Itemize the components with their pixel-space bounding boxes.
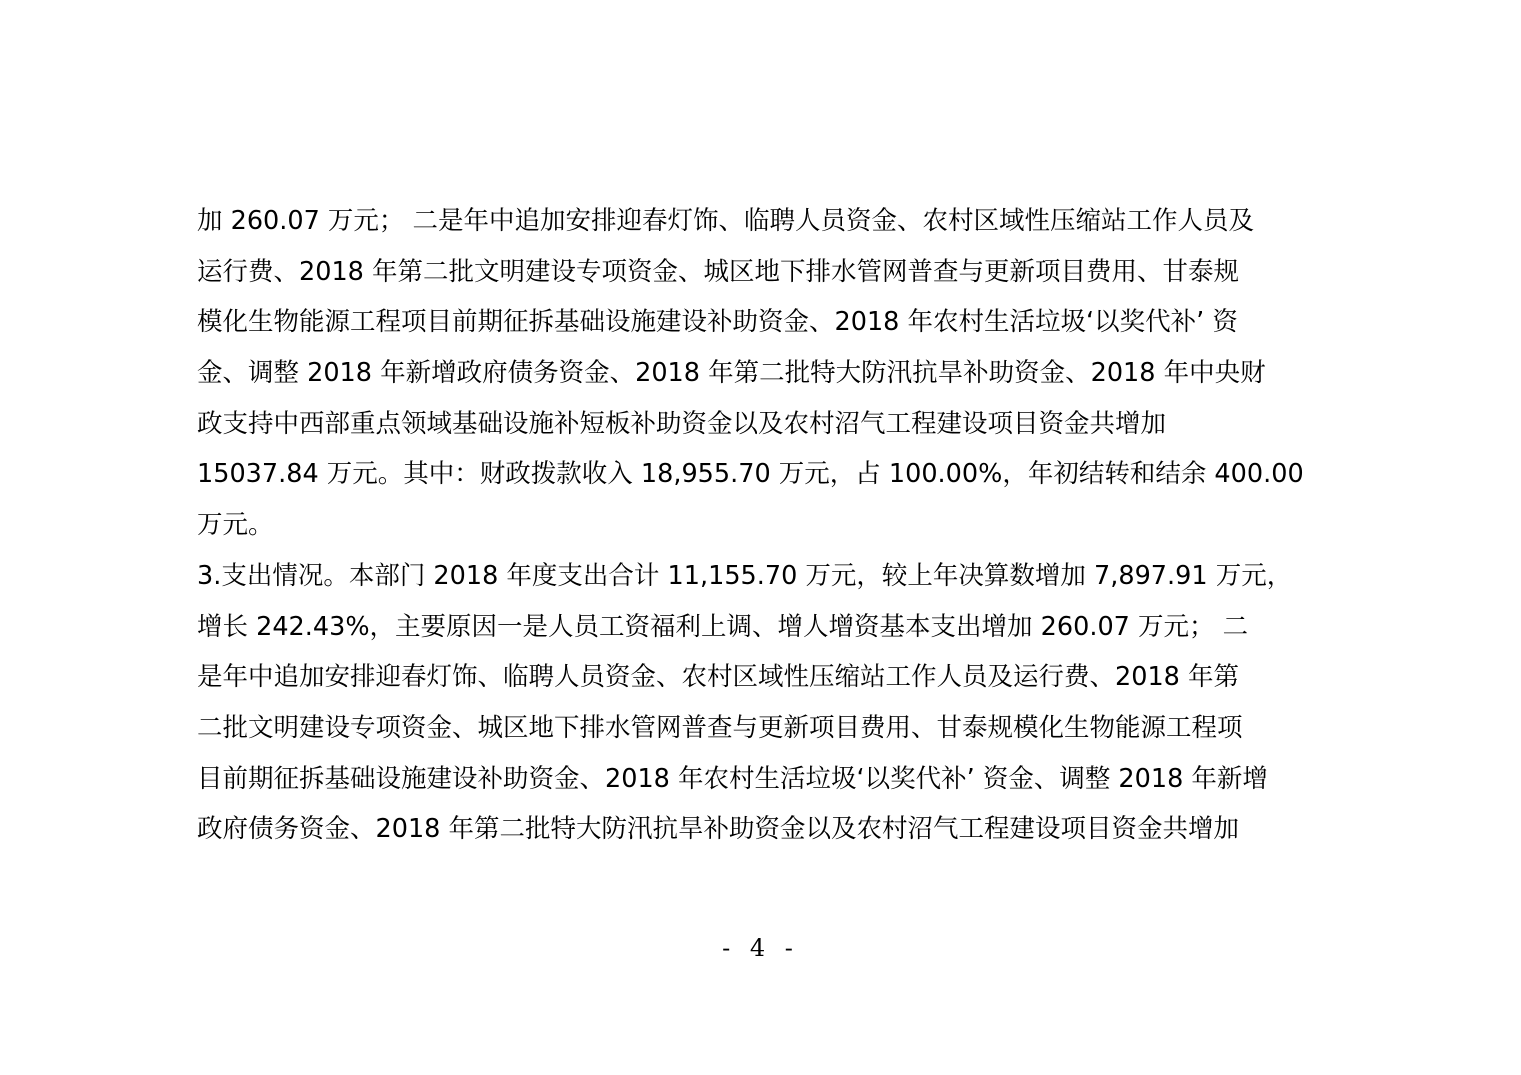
text-line: 目前期征拆基础设施建设补助资金、2018 年农村生活垃圾‘以奖代补’ 资金、调整 2018 年新增	[197, 763, 1268, 794]
text-line: 万元。	[197, 510, 274, 541]
paragraph-revenue-continued	[197, 196, 1382, 551]
text-line: 政支持中西部重点领域基础设施补短板补助资金以及农村沼气工程建设项目资金共增加	[197, 408, 1167, 439]
text-line: 15037.84 万元。其中：财政拨款收入 18,955.70 万元，占 100.00%，年初结转和结余 400.00	[197, 459, 1304, 490]
text-line: 3.支出情况。本部门 2018 年度支出合计 11,155.70 万元，较上年决算数增加 7,897.91 万元，	[197, 560, 1293, 591]
text-line: 是年中追加安排迎春灯饰、临聘人员资金、农村区域性压缩站工作人员及运行费、2018 年第	[197, 662, 1240, 693]
page-number: - 4 -	[722, 934, 799, 962]
text-line: 政府债务资金、2018 年第二批特大防汛抗旱补助资金以及农村沼气工程建设项目资金共增加	[197, 814, 1240, 845]
text-line: 增长 242.43%，主要原因一是人员工资福利上调、增人增资基本支出增加 260.07 万元； 二	[197, 611, 1249, 642]
text-line: 金、调整 2018 年新增政府债务资金、2018 年第二批特大防汛抗旱补助资金、2018 年中央财	[197, 358, 1266, 389]
body-text	[197, 196, 1382, 855]
paragraph-expenditure	[197, 551, 1382, 855]
text-line: 运行费、2018 年第二批文明建设专项资金、城区地下排水管网普查与更新项目费用、甘泰规	[197, 256, 1240, 287]
text-line: 加 260.07 万元； 二是年中追加安排迎春灯饰、临聘人员资金、农村区域性压缩站工作人员及	[197, 206, 1255, 236]
text-line: 二批文明建设专项资金、城区地下排水管网普查与更新项目费用、甘泰规模化生物能源工程项	[197, 712, 1243, 743]
text-line: 模化生物能源工程项目前期征拆基础设施建设补助资金、2018 年农村生活垃圾‘以奖代补’ 资	[197, 307, 1238, 338]
